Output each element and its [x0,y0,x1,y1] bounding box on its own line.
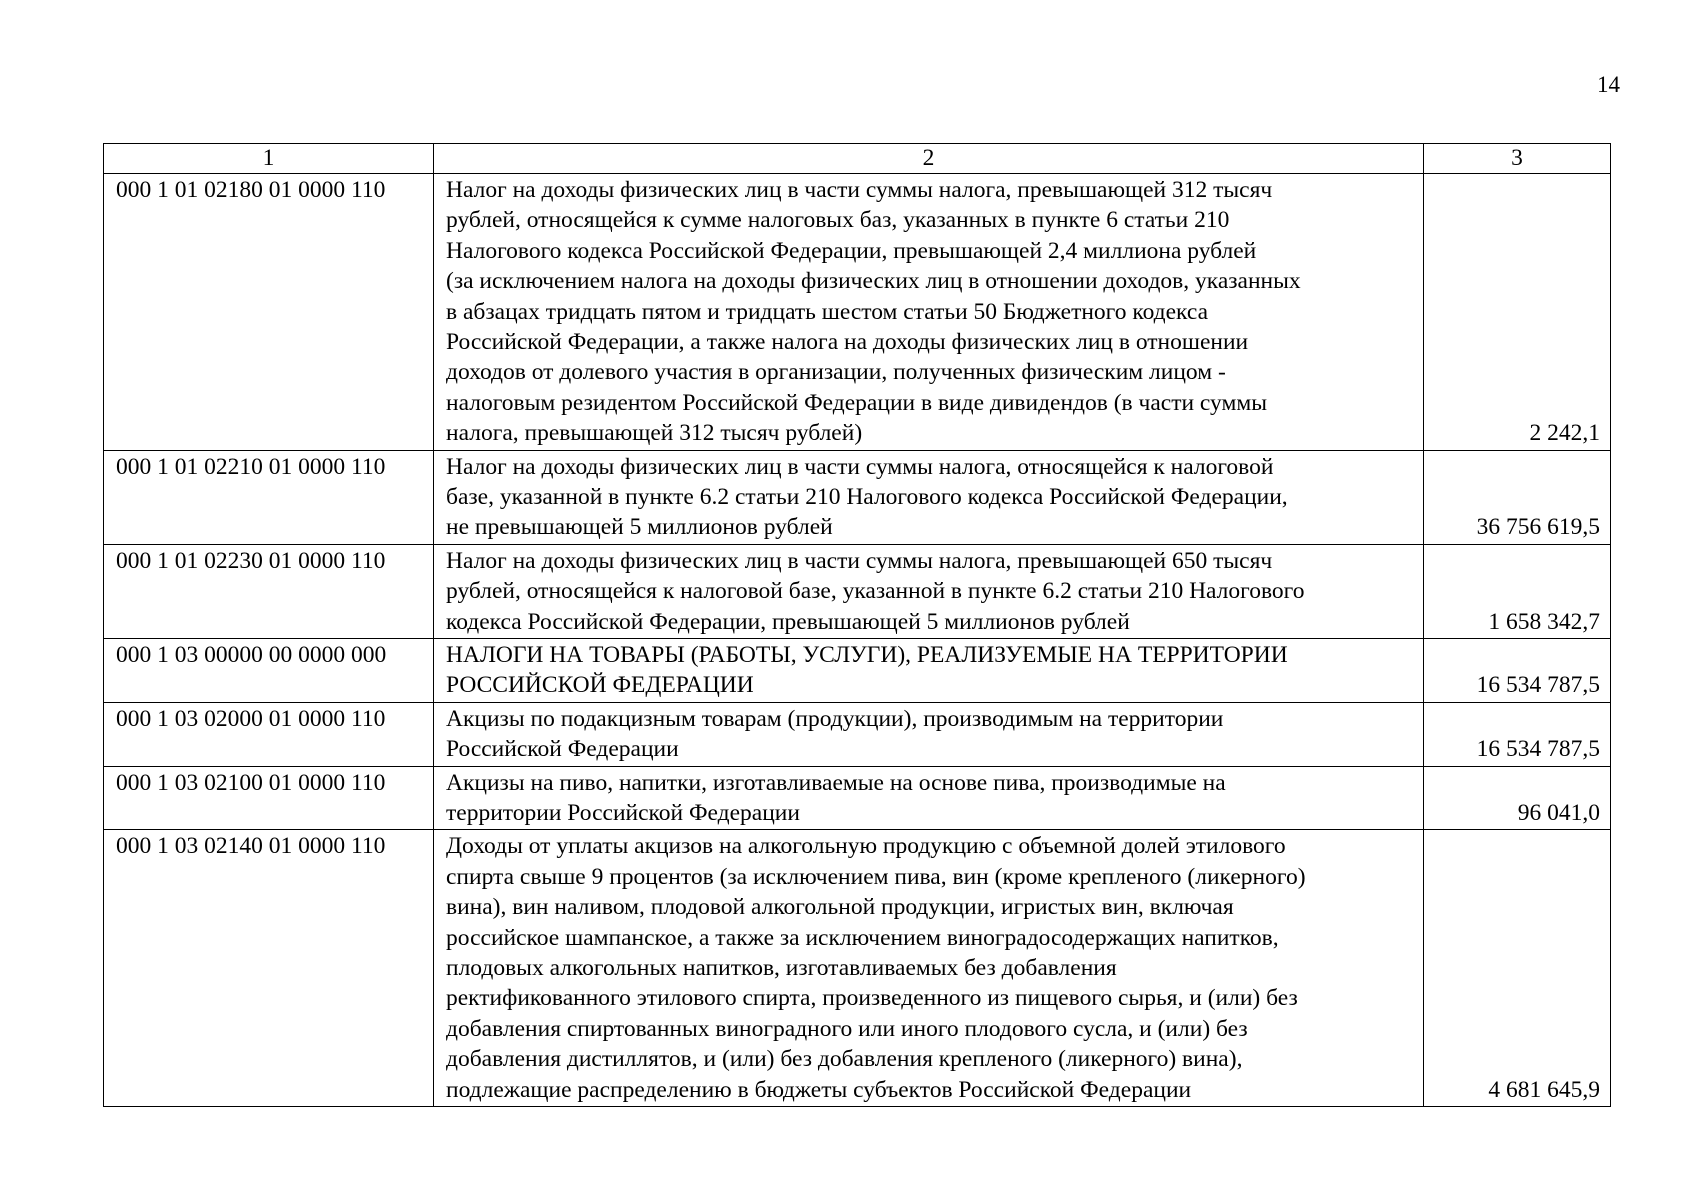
revenue-name-line: спирта свыше 9 процентов (за исключением пива, вин (кроме крепленого (ликерного) [446,863,1306,890]
revenue-amount-wrap [1424,451,1600,543]
revenue-name-line: рублей, относящейся к сумме налоговых баз, указанных в пункте 6 статьи 210 [446,207,1230,234]
revenue-code-cell [104,702,434,766]
revenue-name-line: НАЛОГИ НА ТОВАРЫ (РАБОТЫ, УСЛУГИ), РЕАЛИЗУЕМЫЕ НА ТЕРРИТОРИИ [446,641,1288,668]
revenue-amount-cell [1424,450,1611,544]
revenue-name-line: Доходы от уплаты акцизов на алкогольную продукцию с объемной долей этилового [446,833,1286,860]
table-row [104,638,1611,702]
revenue-code-cell [104,766,434,830]
table-row [104,702,1611,766]
revenue-name-cell [434,450,1424,544]
revenue-code: 000 1 01 02180 01 0000 110 [116,177,386,203]
revenue-name-line: в абзацах тридцать пятом и тридцать шестом статьи 50 Бюджетного кодекса [446,298,1209,325]
revenue-name-line: базе, указанной в пункте 6.2 статьи 210 Налогового кодекса Российской Федерации, [446,484,1288,510]
revenue-name-line: налоговым резидентом Российской Федерации в виде дивидендов (в части суммы [446,389,1268,416]
revenue-name-cell [434,830,1424,1107]
budget-revenue-table [103,143,1611,1107]
revenue-amount-cell [1424,544,1611,638]
revenue-amount-cell [1424,830,1611,1107]
revenue-name-line: кодекса Российской Федерации, превышающей 5 миллионов рублей [446,608,1130,635]
revenue-name-line: добавления дистиллятов, и (или) без добавления крепленого (ликерного) вина), [446,1046,1243,1073]
revenue-code-cell [104,544,434,638]
revenue-name-line: не превышающей 5 миллионов рублей [446,514,833,541]
revenue-amount-wrap [1424,703,1600,765]
revenue-amount: 2 242,1 [1529,420,1600,447]
revenue-amount-cell [1424,766,1611,830]
revenue-code: 000 1 03 02100 01 0000 110 [116,769,386,796]
revenue-code-cell [104,450,434,544]
revenue-code: 000 1 01 02210 01 0000 110 [116,453,386,480]
revenue-code: 000 1 03 02000 01 0000 110 [116,705,386,732]
revenue-name-line: подлежащие распределению в бюджеты субъектов Российской Федерации [446,1076,1192,1103]
revenue-amount-wrap [1424,174,1600,449]
revenue-code-cell [104,830,434,1107]
revenue-amount: 16 534 787,5 [1476,736,1600,763]
table-row [104,450,1611,544]
revenue-name-cell [434,638,1424,702]
table-row [104,174,1611,451]
revenue-code-cell [104,638,434,702]
revenue-name-cell [434,544,1424,638]
revenue-name-line: Налогового кодекса Российской Федерации, превышающей 2,4 миллиона рублей [446,237,1257,264]
revenue-name-cell [434,174,1424,451]
revenue-name-line: ректификованного этилового спирта, произведенного из пищевого сырья, и (или) без [446,985,1298,1012]
revenue-name-line: территории Российской Федерации [446,799,800,826]
revenue-name-line: налога, превышающей 312 тысяч рублей) [446,420,863,447]
revenue-name-line: Российской Федерации, а также налога на доходы физических лиц в отношении [446,329,1249,356]
revenue-amount: 1 658 342,7 [1488,608,1600,635]
revenue-amount-cell [1424,702,1611,766]
header-column-number-1: 1 [104,144,434,174]
revenue-name-cell [434,766,1424,830]
revenue-name-line: РОССИЙСКОЙ ФЕДЕРАЦИИ [446,672,754,699]
header-column-number-2: 2 [434,144,1424,174]
table-body [104,144,1611,1107]
revenue-amount-cell [1424,638,1611,702]
revenue-name-line: Акцизы по подакцизным товарам (продукции), производимым на территории [446,705,1224,732]
table-header-row [104,144,1611,174]
revenue-name-line: Налог на доходы физических лиц в части суммы налога, превышающей 650 тысяч [446,547,1273,574]
revenue-amount-wrap [1424,639,1600,701]
revenue-amount-cell [1424,174,1611,451]
revenue-amount: 36 756 619,5 [1476,514,1600,541]
revenue-name-line: плодовых алкогольных напитков, изготавливаемых без добавления [446,954,1117,981]
revenue-name-line: добавления спиртованных виноградного или иного плодового сусла, и (или) без [446,1015,1248,1042]
table-row [104,766,1611,830]
header-column-number-3: 3 [1424,144,1611,174]
table-row [104,544,1611,638]
revenue-amount: 16 534 787,5 [1476,672,1600,699]
revenue-amount-wrap [1424,545,1600,637]
page-number: 14 [1597,72,1620,97]
revenue-code: 000 1 03 02140 01 0000 110 [116,833,386,860]
revenue-name-line: (за исключением налога на доходы физических лиц в отношении доходов, указанных [446,268,1301,295]
revenue-name-line: Акцизы на пиво, напитки, изготавливаемые на основе пива, производимые на [446,769,1226,796]
revenue-name-line: Налог на доходы физических лиц в части суммы налога, относящейся к налоговой [446,453,1274,480]
revenue-code: 000 1 03 00000 00 0000 000 [116,641,387,668]
table-row [104,830,1611,1107]
revenue-amount-wrap [1424,767,1600,829]
revenue-amount: 4 681 645,9 [1488,1076,1600,1103]
revenue-name-line: российское шампанское, а также за исключением виноградосодержащих напитков, [446,924,1279,951]
revenue-name-line: Налог на доходы физических лиц в части суммы налога, превышающей 312 тысяч [446,177,1273,203]
revenue-name-cell [434,702,1424,766]
revenue-code: 000 1 01 02230 01 0000 110 [116,547,386,574]
revenue-name-line: рублей, относящейся к налоговой базе, указанной в пункте 6.2 статьи 210 Налогового [446,578,1305,605]
revenue-name-line: доходов от долевого участия в организации, полученных физическим лицом - [446,359,1226,386]
revenue-name-line: Российской Федерации [446,736,679,763]
revenue-amount-wrap [1424,830,1600,1105]
revenue-amount: 96 041,0 [1517,799,1600,826]
revenue-name-line: вина), вин наливом, плодовой алкогольной продукции, игристых вин, включая [446,894,1234,921]
revenue-code-cell [104,174,434,451]
